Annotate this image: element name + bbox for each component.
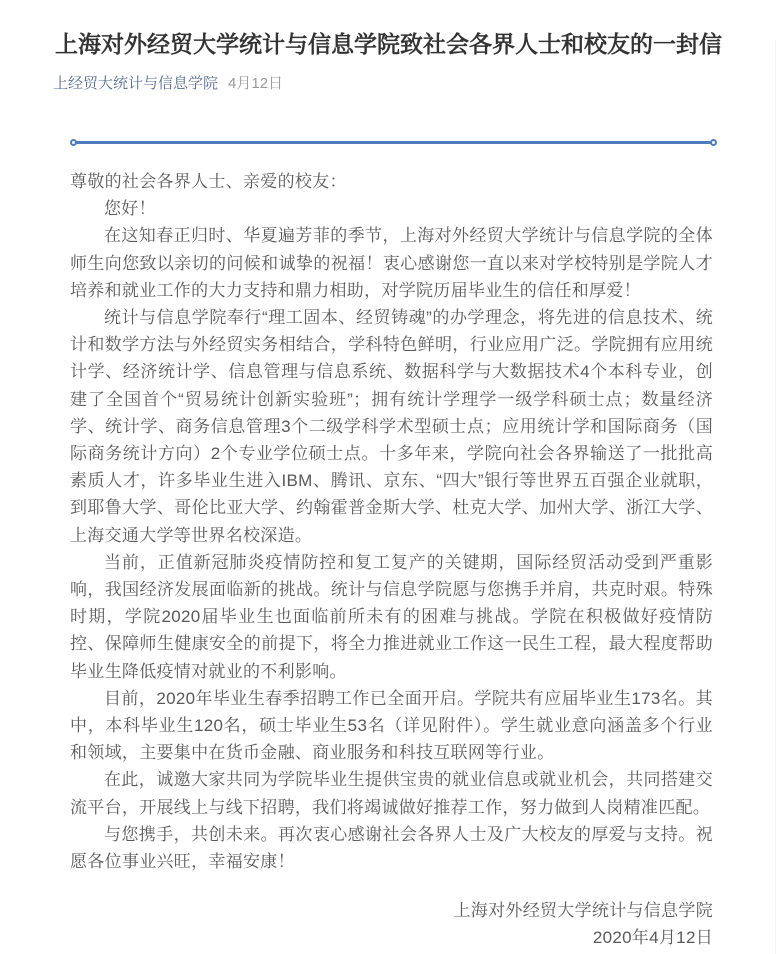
divider-line (76, 141, 711, 144)
letter-salutation: 尊敬的社会各界人士、亲爱的校友： (70, 172, 347, 191)
letter-paragraph: 与您携手，共创未来。再次衷心感谢社会各界人士及广大校友的厚爱与支持。祝愿各位事业兴旺，幸福安康！ (70, 824, 713, 872)
signature-block (70, 897, 713, 951)
letter-paragraph: 在这知春正归时、华夏遍芳菲的季节，上海对外经贸大学统计与信息学院的全体师生向您致以亲切的问候和诚挚的祝福！衷心感谢您一直以来对学校特别是学院人才培养和就业工作的大力支持和鼎力相助，对学院历届毕业生的信任和厚爱！ (70, 226, 713, 300)
letter-body (70, 168, 713, 952)
byline (53, 73, 726, 95)
letter-paragraph: 目前，2020年毕业生春季招聘工作已全面开启。学院共有应届毕业生173名。其中，本科毕业生120名，硕士毕业生53名（详见附件）。学生就业意向涵盖多个行业和领域，主要集中在货币金融、商业服务和科技互联网等行业。 (70, 688, 713, 763)
letter-paragraph: 统计与信息学院奉行“理工固本、经贸铸魂”的办学理念，将先进的信息技术、统计和数学方法与外经贸实务相结合，学科特色鲜明，行业应用广泛。学院拥有应用统计学、经济统计学、信息管理与信息系统、数据科学与大数据技术4个本科专业，创建了全国首个“贸易统计创新实验班”；拥有统计学理学一级学科硕士点；数量经济学、统计学、商务信息管理3个二级学科学术型硕士点；应用统计学和国际商务（国际商务统计方向）2个专业学位硕士点。十多年来，学院向社会各界输送了一批批高素质人才，许多毕业生进入IBM、腾讯、京东、“四大”银行等世界五百强企业就职，到耶鲁大学、哥伦比亚大学、约翰霍普金斯大学、杜克大学、加州大学、浙江大学、上海交通大学等世界名校深造。 (70, 308, 713, 545)
divider-dot-right-icon (710, 139, 717, 146)
letter-paragraph: 在此，诚邀大家共同为学院毕业生提供宝贵的就业信息或就业机会，共同搭建交流平台，开展线上与线下招聘，我们将竭诚做好推荐工作，努力做到人岗精准匹配。 (70, 770, 713, 817)
section-divider (70, 139, 717, 146)
article-title: 上海对外经贸大学统计与信息学院致社会各界人士和校友的一封信 (55, 31, 722, 57)
signature-name: 上海对外经贸大学统计与信息学院 (453, 901, 713, 921)
account-name-link[interactable]: 上经贸大统计与信息学院 (53, 75, 219, 92)
publish-date: 4月12日 (228, 75, 284, 92)
page-edge-line (775, 40, 776, 954)
letter-paragraph: 当前，正值新冠肺炎疫情防控和复工复产的关键期，国际经贸活动受到严重影响，我国经济发展面临新的挑战。统计与信息学院愿与您携手并肩，共克时艰。特殊时期，学院2020届毕业生也面临前所未有的困难与挑战。学院在积极做好疫情防控、保障师生健康安全的前提下，将全力推进就业工作这一民生工程，最大程度帮助毕业生降低疫情对就业的不利影响。 (70, 552, 713, 681)
letter-paragraph: 您好！ (104, 199, 156, 219)
signature-date: 2020年4月12日 (592, 928, 713, 948)
